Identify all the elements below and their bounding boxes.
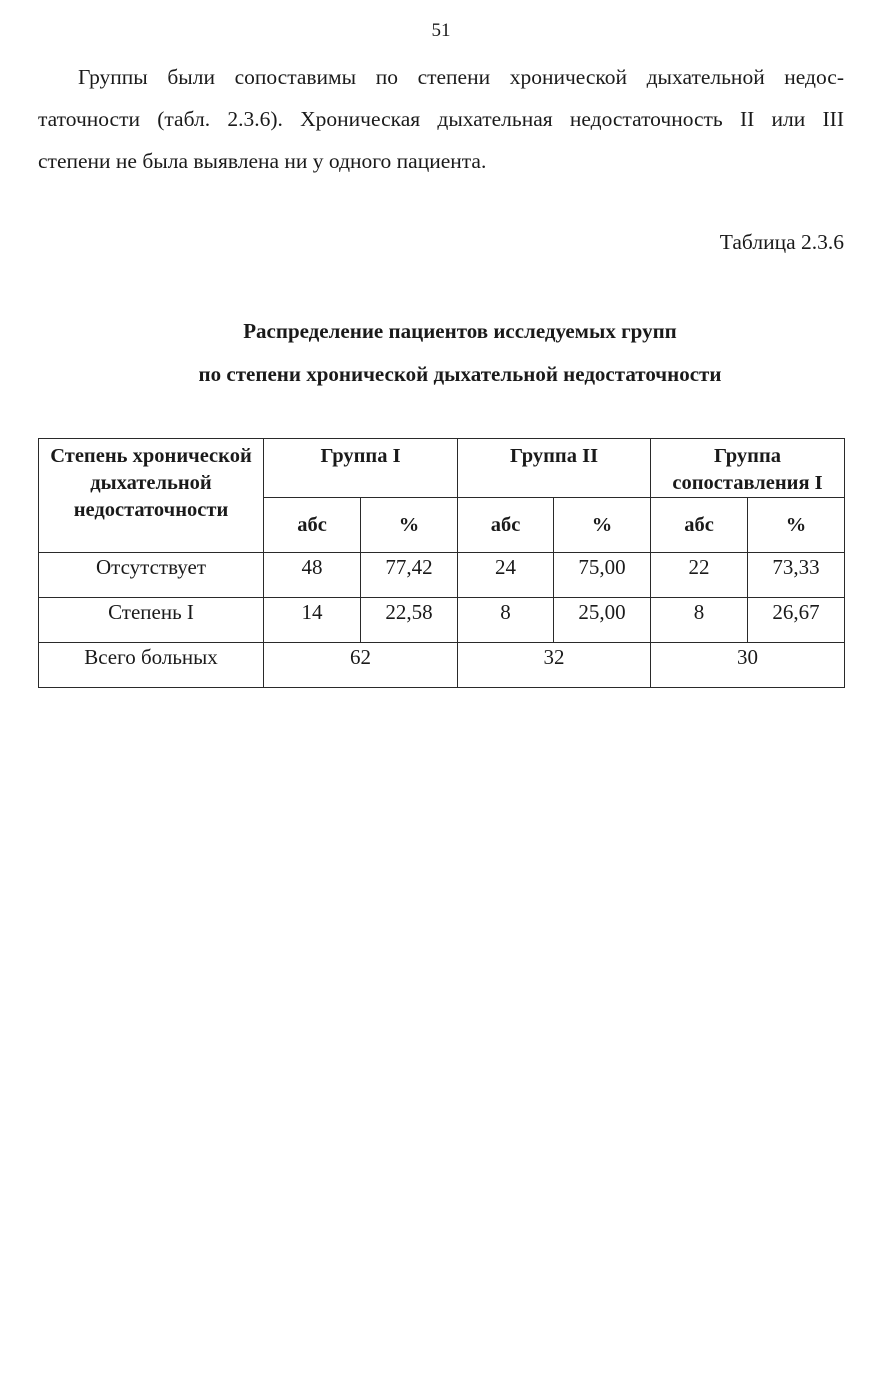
table-cell: 73,33 [748,553,845,598]
group-header-1: Группа I [264,439,458,498]
body-paragraph [38,56,844,182]
distribution-table [38,438,845,688]
table-cell: 8 [651,598,748,643]
table-cell: 24 [458,553,554,598]
table-header-row [39,439,845,498]
pct-header: % [748,498,845,553]
table-cell: 25,00 [554,598,651,643]
table-cell: 75,00 [554,553,651,598]
abs-header: абс [458,498,554,553]
paragraph-line: степени не была выявлена ни у одного пациента. [38,149,487,173]
abs-header: абс [651,498,748,553]
table-cell: 14 [264,598,361,643]
total-group-1: 62 [264,643,458,688]
group-header-2: Группа II [458,439,651,498]
table-cell: 22 [651,553,748,598]
table-cell: 8 [458,598,554,643]
pct-header: % [361,498,458,553]
total-group-3: 30 [651,643,845,688]
table-row [39,598,845,643]
table-cell: 26,67 [748,598,845,643]
page-number: 51 [431,20,451,41]
table-cell: 22,58 [361,598,458,643]
table-row [39,553,845,598]
paragraph-line: таточности (табл. 2.3.6). Хроническая дыхательная недостаточность II или III [38,107,844,131]
group-header-3: Группа сопоставления I [651,439,845,498]
table-cell: 77,42 [361,553,458,598]
corner-header: Степень хронической дыхательной недостаточности [39,439,264,553]
pct-header: % [554,498,651,553]
table-number-label: Таблица 2.3.6 [719,230,844,254]
table-title-line: по степени хронической дыхательной недостаточности [198,362,722,386]
abs-header: абс [264,498,361,553]
total-group-2: 32 [458,643,651,688]
total-label: Всего больных [39,643,264,688]
table-title-line: Распределение пациентов исследуемых групп [243,319,677,343]
row-label: Отсутствует [39,553,264,598]
table-cell: 48 [264,553,361,598]
table-total-row [39,643,845,688]
paragraph-line: Группы были сопоставимы по степени хронической дыхательной недос- [78,65,844,89]
table-title [0,310,882,396]
row-label: Степень I [39,598,264,643]
